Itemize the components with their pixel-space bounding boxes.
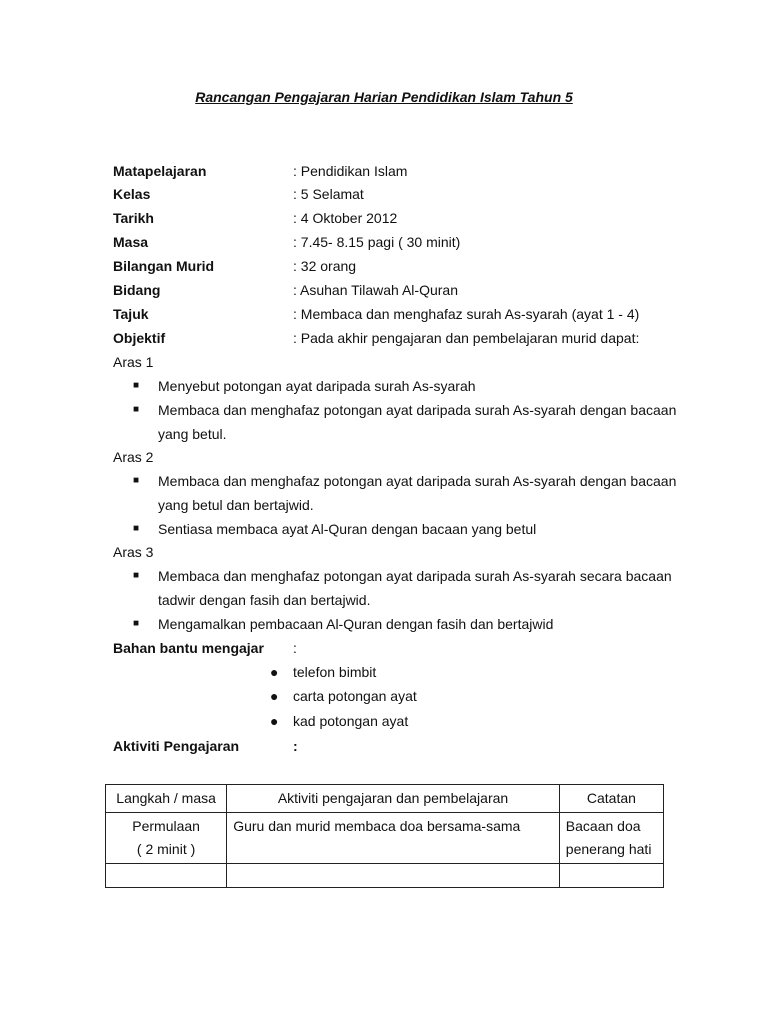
label-objektif: Objektif: [113, 330, 166, 346]
list-item-continuation: yang betul dan bertajwid.: [158, 497, 314, 513]
value-bidang: : Asuhan Tilawah Al-Quran: [293, 282, 458, 298]
page-title: Rancangan Pengajaran Harian Pendidikan Islam Tahun 5: [195, 89, 573, 105]
bahan-item: telefon bimbit: [293, 664, 377, 680]
label-aktiviti: Aktiviti Pengajaran: [113, 738, 240, 754]
value-matapelajaran: : Pendidikan Islam: [293, 163, 408, 179]
note-line: Bacaan doa: [565, 818, 641, 834]
label-bahan-bantu: Bahan bantu mengajar: [113, 640, 264, 656]
list-item-continuation: tadwir dengan fasih dan bertajwid.: [158, 592, 371, 608]
bahan-colon: :: [293, 640, 297, 656]
bullet-dot-icon: ●: [270, 688, 279, 704]
activity-text: Guru dan murid membaca doa bersama-sama: [233, 818, 521, 834]
bahan-item: carta potongan ayat: [293, 688, 417, 704]
value-tajuk: : Membaca dan menghafaz surah As-syarah (ayat 1 - 4): [293, 306, 640, 322]
value-masa: : 7.45- 8.15 pagi ( 30 minit): [293, 234, 461, 250]
list-item: Membaca dan menghafaz potongan ayat daripada surah As-syarah secara bacaan: [158, 568, 672, 584]
value-tarikh: : 4 Oktober 2012: [293, 210, 398, 226]
label-tarikh: Tarikh: [113, 210, 154, 226]
value-bilangan-murid: : 32 orang: [293, 258, 357, 274]
empty-cell: [559, 864, 663, 888]
bullet-dot-icon: ●: [270, 664, 279, 680]
aras-1-label: Aras 1: [113, 354, 154, 370]
cell-catatan: [559, 813, 663, 864]
list-item: Membaca dan menghafaz potongan ayat daripada surah As-syarah dengan bacaan: [158, 402, 677, 418]
aktiviti-colon: :: [293, 738, 298, 754]
label-kelas: Kelas: [113, 186, 151, 202]
activity-table: [105, 784, 664, 888]
bullet-icon: ■: [133, 570, 140, 581]
bullet-icon: ■: [133, 618, 140, 629]
table-row: [106, 864, 664, 888]
cell-aktiviti: [227, 813, 560, 864]
bullet-icon: ■: [133, 404, 140, 415]
label-bilangan-murid: Bilangan Murid: [113, 258, 215, 274]
bahan-item: kad potongan ayat: [293, 713, 409, 729]
aras-3-label: Aras 3: [113, 544, 154, 560]
header-aktiviti: Aktiviti pengajaran dan pembelajaran: [227, 785, 560, 813]
table-row: [106, 813, 664, 864]
empty-cell: [106, 864, 227, 888]
list-item: Membaca dan menghafaz potongan ayat daripada surah As-syarah dengan bacaan: [158, 473, 677, 489]
header-langkah: Langkah / masa: [106, 785, 227, 813]
table-header-row: [106, 785, 664, 813]
label-matapelajaran: Matapelajaran: [113, 163, 207, 179]
header-catatan: Catatan: [559, 785, 663, 813]
bullet-icon: ■: [133, 475, 140, 486]
aras-2-label: Aras 2: [113, 449, 154, 465]
empty-cell: [227, 864, 560, 888]
list-item: Mengamalkan pembacaan Al-Quran dengan fasih dan bertajwid: [158, 616, 554, 632]
step-name: Permulaan: [132, 818, 200, 834]
cell-langkah: [106, 813, 227, 864]
list-item: Sentiasa membaca ayat Al-Quran dengan bacaan yang betul: [158, 521, 537, 537]
note-line: penerang hati: [565, 841, 652, 857]
bullet-dot-icon: ●: [270, 713, 279, 729]
bullet-icon: ■: [133, 523, 140, 534]
label-masa: Masa: [113, 234, 149, 250]
label-tajuk: Tajuk: [113, 306, 149, 322]
list-item-continuation: yang betul.: [158, 426, 227, 442]
value-objektif: : Pada akhir pengajaran dan pembelajaran murid dapat:: [293, 330, 640, 346]
list-item: Menyebut potongan ayat daripada surah As-syarah: [158, 378, 476, 394]
step-time: ( 2 minit ): [136, 841, 196, 857]
label-bidang: Bidang: [113, 282, 161, 298]
value-kelas: : 5 Selamat: [293, 186, 364, 202]
bullet-icon: ■: [133, 380, 140, 391]
